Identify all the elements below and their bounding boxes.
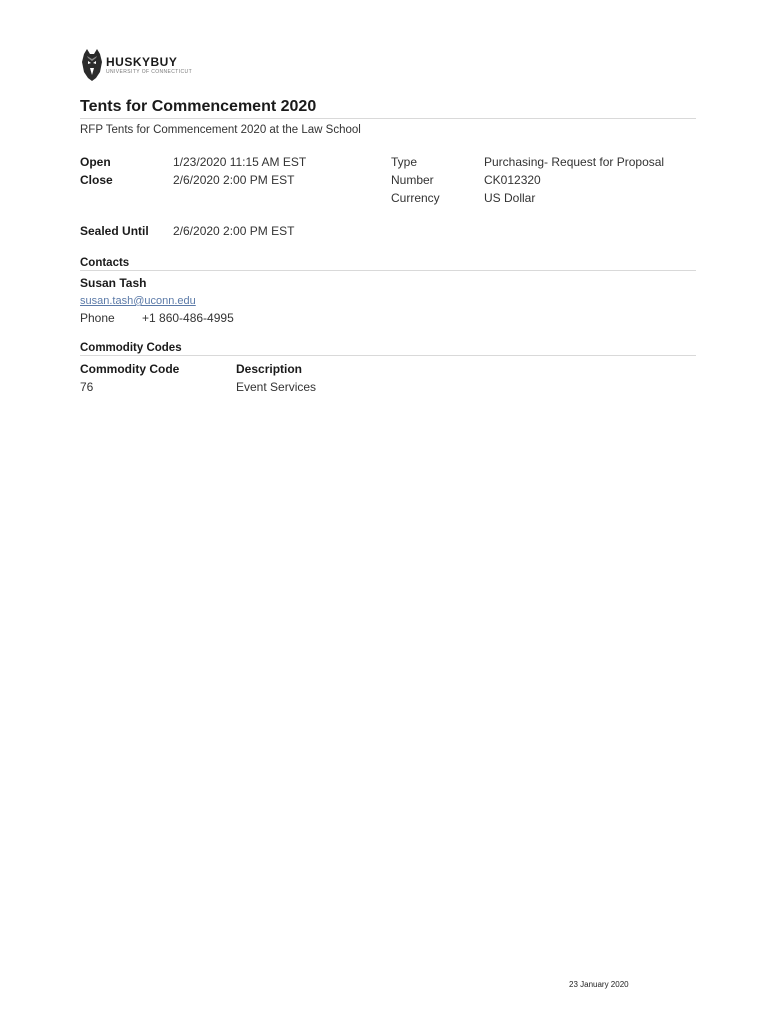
- commodity-divider: [80, 355, 696, 356]
- description-cell: Event Services: [236, 380, 317, 394]
- contact-email-link[interactable]: susan.tash@uconn.edu: [80, 295, 196, 307]
- contacts-divider: [80, 270, 696, 271]
- open-value: 1/23/2020 11:15 AM EST: [173, 155, 307, 169]
- number-label: Number: [391, 173, 434, 187]
- title-divider: [80, 118, 696, 119]
- sealed-until-label: Sealed Until: [80, 224, 149, 238]
- huskybuy-logo: [80, 48, 200, 84]
- commodity-code-header: Commodity Code: [80, 362, 180, 376]
- open-label: Open: [80, 155, 111, 169]
- close-value: 2/6/2020 2:00 PM EST: [173, 173, 295, 187]
- phone-label: Phone: [80, 311, 115, 325]
- logo-brand-text: HUSKYBUY: [106, 55, 178, 69]
- number-value: CK012320: [484, 173, 541, 187]
- contact-name: Susan Tash: [80, 276, 147, 290]
- page-subtitle: RFP Tents for Commencement 2020 at the Law School: [80, 124, 361, 136]
- husky-mascot-icon: [80, 48, 104, 82]
- footer-date: 23 January 2020: [569, 980, 629, 989]
- currency-label: Currency: [391, 191, 440, 205]
- commodity-heading: Commodity Codes: [80, 342, 182, 354]
- close-label: Close: [80, 173, 113, 187]
- commodity-code-cell: 76: [80, 380, 94, 394]
- contacts-heading: Contacts: [80, 257, 130, 269]
- logo-subtitle-text: UNIVERSITY OF CONNECTICUT: [106, 69, 193, 75]
- type-label: Type: [391, 155, 418, 169]
- page-title: Tents for Commencement 2020: [80, 98, 317, 115]
- sealed-until-value: 2/6/2020 2:00 PM EST: [173, 224, 295, 238]
- description-header: Description: [236, 362, 303, 376]
- phone-value: +1 860-486-4995: [142, 311, 234, 325]
- currency-value: US Dollar: [484, 191, 536, 205]
- type-value: Purchasing- Request for Proposal: [484, 155, 665, 169]
